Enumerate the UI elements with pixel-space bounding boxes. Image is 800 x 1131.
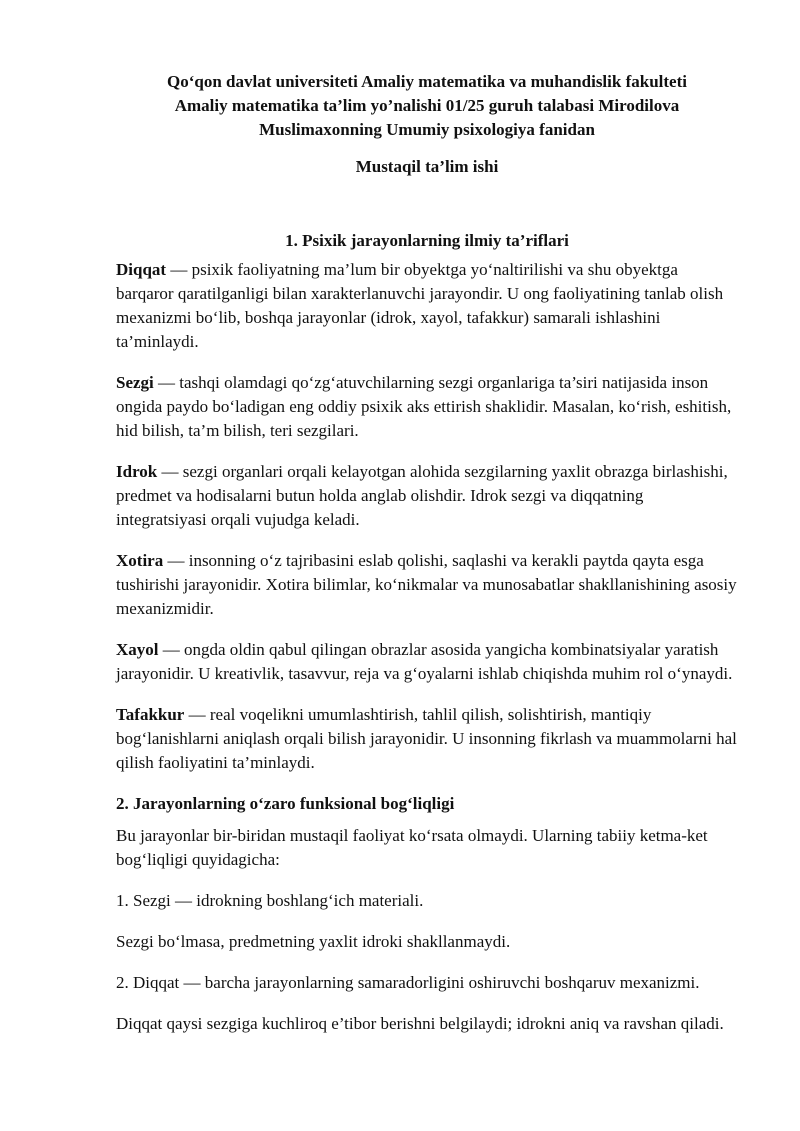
definition-term: Diqqat (116, 260, 167, 279)
list-item-2-note: Diqqat qaysi sezgiga kuchliroq e’tibor berishni belgilaydi; idrokni aniq va ravshan qiladi. (116, 1014, 724, 1033)
definition-text: — insonning o‘z tajribasini eslab qolishi, saqlashi va kerakli paytda qayta esga tushirishi jarayonidir. Xotira bilimlar, ko‘nikmalar va munosabatlar shakllanishining asosiy mexanizmidir. (116, 551, 737, 618)
definition-sezgi (116, 371, 738, 443)
definition-xotira (116, 549, 738, 621)
list-item-2: 2. Diqqat — barcha jarayonlarning samaradorligini oshiruvchi boshqaruv mexanizmi. (116, 973, 700, 992)
definition-text: — ongda oldin qabul qilingan obrazlar asosida yangicha kombinatsiyalar yaratish jarayonidir. U kreativlik, tasavvur, reja va g‘oyalarni ishlab chiqishda muhim rol o‘ynaydi. (116, 640, 733, 683)
section-2-title: 2. Jarayonlarning o‘zaro funksional bog‘liqligi (116, 794, 455, 813)
document-page (116, 70, 738, 1053)
definition-idrok (116, 460, 738, 532)
header-line-1: Qo‘qon davlat universiteti Amaliy matematika va muhandislik fakulteti (167, 72, 687, 91)
list-item-1-note: Sezgi bo‘lmasa, predmetning yaxlit idroki shakllanmaydi. (116, 932, 511, 951)
definition-text: — tashqi olamdagi qo‘zg‘atuvchilarning sezgi organlariga ta’siri natijasida inson ongida paydo bo‘ladigan eng oddiy psixik aks ettirish shaklidir. Masalan, ko‘rish, eshitish, hid bilish, ta’m bilish, teri sezgilari. (116, 373, 732, 440)
definition-text: — psixik faoliyatning ma’lum bir obyektga yo‘naltirilishi va shu obyektga barqaror qaratilganligi bilan xarakterlanuvchi jarayondir. U ong faoliyatining tanlab olish mexanizmi bo‘lib, boshqa jarayonlar (idrok, xayol, tafakkur) samarali ishlashini ta’minlaydi. (116, 260, 724, 351)
definition-term: Idrok (116, 462, 158, 481)
definition-tafakkur (116, 703, 738, 775)
definition-text: — real voqelikni umumlashtirish, tahlil qilish, solishtirish, mantiqiy bog‘lanishlarni aniqlash orqali bilish jarayonidir. U insonning fikrlash va muammolarni hal qilish faoliyatini ta’minlaydi. (116, 705, 737, 772)
definition-diqqat (116, 258, 738, 354)
definition-xayol (116, 638, 738, 686)
header-line-3: Muslimaxonning Umumiy psixologiya fanidan (259, 120, 595, 139)
definition-term: Xotira (116, 551, 164, 570)
section-2-intro: Bu jarayonlar bir-biridan mustaqil faoliyat ko‘rsata olmaydi. Ularning tabiiy ketma-ket bog‘liqligi quyidagicha: (116, 826, 708, 869)
document-header (116, 70, 738, 142)
header-line-2: Amaliy matematika ta’lim yo’nalishi 01/25 guruh talabasi Mirodilova (174, 96, 680, 115)
definition-term: Tafakkur (116, 705, 185, 724)
list-item-1: 1. Sezgi — idrokning boshlang‘ich materiali. (116, 891, 424, 910)
definition-term: Sezgi (116, 373, 154, 392)
section-1-title: 1. Psixik jarayonlarning ilmiy ta’riflari (285, 231, 569, 250)
document-subtitle: Mustaqil ta’lim ishi (355, 157, 499, 176)
definition-text: — sezgi organlari orqali kelayotgan alohida sezgilarning yaxlit obrazga birlashishi, predmet va hodisalarni butun holda anglab olishdir. Idrok sezgi va diqqatning integratsiyasi orqali vujudga keladi. (116, 462, 728, 529)
definition-term: Xayol (116, 640, 159, 659)
